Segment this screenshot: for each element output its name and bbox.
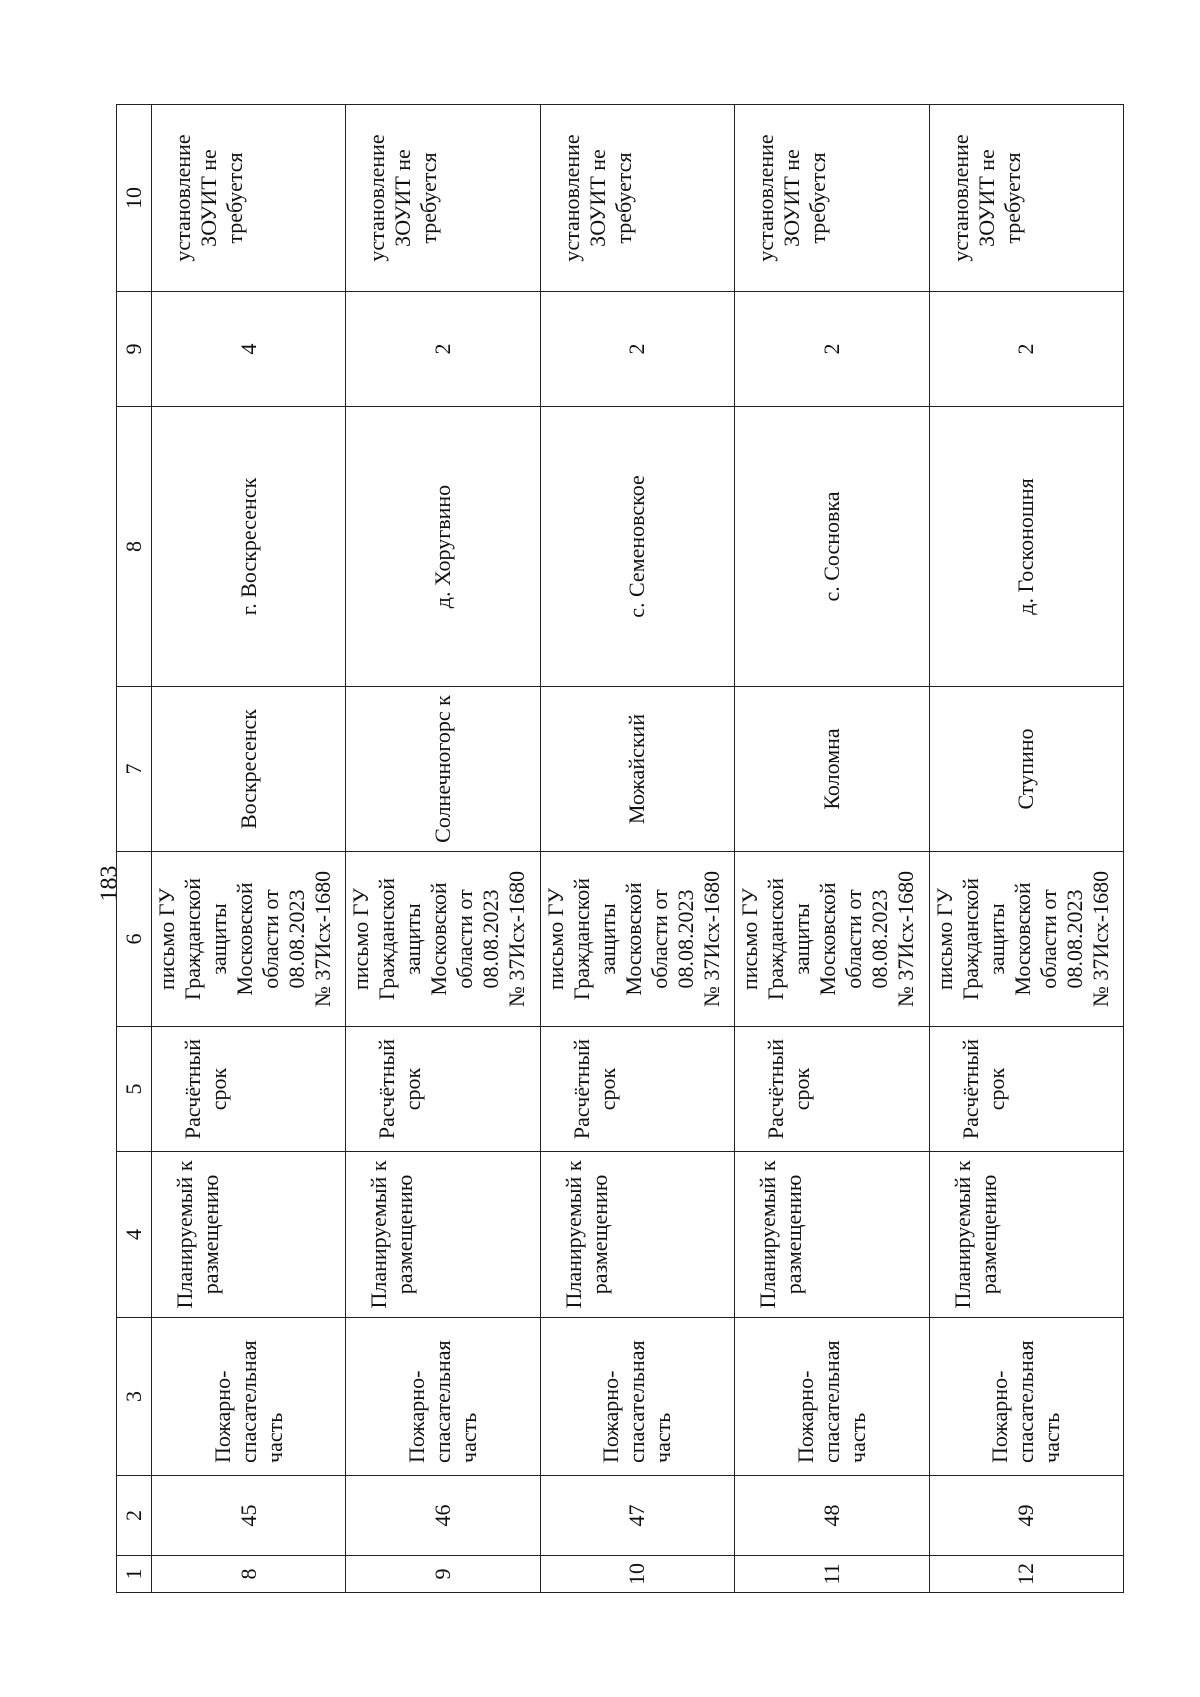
municipality-cell: Воскресенск (152, 687, 346, 852)
source-document-cell (346, 852, 540, 1027)
row-number-cell: 11 (735, 1556, 929, 1593)
source-document-line: 08.08.2023 (672, 889, 698, 989)
source-document-cell (929, 852, 1123, 1027)
source-document-line: № 37Исх-1680 (893, 870, 919, 1008)
table-row (152, 105, 346, 1593)
source-document-line: № 37Исх-1680 (698, 870, 724, 1008)
municipality-cell: Можайский (540, 687, 734, 852)
table-rotation-wrapper (116, 105, 1124, 1593)
row-number-cell: 12 (929, 1556, 1123, 1593)
count-cell: 4 (152, 292, 346, 407)
object-type-cell: Пожарно-спасательная часть (929, 1318, 1123, 1476)
object-type-cell: Пожарно-спасательная часть (346, 1318, 540, 1476)
source-document-line: Гражданской (374, 877, 400, 1001)
object-type-cell: Пожарно-спасательная часть (540, 1318, 734, 1476)
table-frame (116, 105, 1124, 1593)
header-cell-2: 2 (117, 1476, 152, 1556)
locality-cell: с. Семеновское (540, 407, 734, 687)
source-document-line: области от (646, 889, 672, 989)
source-document-line: письмо ГУ (542, 887, 568, 991)
source-document-line: защиты (594, 903, 620, 975)
status-cell: Планируемый к размещению (540, 1152, 734, 1318)
source-document-line: Московской (426, 882, 452, 996)
status-cell: Планируемый к размещению (152, 1152, 346, 1318)
source-document-line: № 37Исх-1680 (310, 870, 335, 1008)
row-number-cell: 10 (540, 1556, 734, 1593)
table-row (735, 105, 929, 1593)
source-document-line: защиты (789, 903, 815, 975)
source-document-line: письмо ГУ (737, 887, 763, 991)
header-cell-4: 4 (117, 1152, 152, 1318)
row-number-cell: 8 (152, 1556, 346, 1593)
object-number-cell: 46 (346, 1476, 540, 1556)
status-cell: Планируемый к размещению (929, 1152, 1123, 1318)
header-cell-6: 6 (117, 852, 152, 1027)
source-document-line: защиты (206, 903, 231, 975)
source-document-line: письмо ГУ (154, 887, 179, 991)
table-body (152, 105, 1124, 1593)
locality-cell: д. Хоругвино (346, 407, 540, 687)
source-document-line: 08.08.2023 (284, 889, 309, 989)
source-document-line: Московской (620, 882, 646, 996)
header-cell-10: 10 (117, 105, 152, 292)
source-document-cell (735, 852, 929, 1027)
source-document-line: Московской (232, 882, 257, 996)
source-document-line: 08.08.2023 (478, 889, 504, 989)
table-row (346, 105, 540, 1593)
source-document-line: области от (452, 889, 478, 989)
source-document-cell (540, 852, 734, 1027)
source-document-line: области от (841, 889, 867, 989)
source-document-line: Гражданской (957, 877, 983, 1001)
table-row (929, 105, 1123, 1593)
source-document-line: 08.08.2023 (867, 889, 893, 989)
header-cell-7: 7 (117, 687, 152, 852)
zouit-cell: установление ЗОУИТ не требуется (152, 105, 346, 292)
source-document-line: № 37Исх-1680 (504, 870, 530, 1008)
status-cell: Планируемый к размещению (346, 1152, 540, 1318)
source-document-line: письмо ГУ (348, 887, 374, 991)
object-number-cell: 45 (152, 1476, 346, 1556)
facilities-table (116, 104, 1124, 1593)
municipality-cell: Ступино (929, 687, 1123, 852)
count-cell: 2 (346, 292, 540, 407)
header-row (117, 105, 152, 1593)
source-document-line: письмо ГУ (931, 887, 957, 991)
header-cell-1: 1 (117, 1556, 152, 1593)
header-cell-9: 9 (117, 292, 152, 407)
object-type-cell: Пожарно-спасательная часть (735, 1318, 929, 1476)
page-number: 183 (96, 865, 123, 902)
source-document-line: защиты (400, 903, 426, 975)
zouit-cell: установление ЗОУИТ не требуется (929, 105, 1123, 292)
locality-cell: д. Госконошня (929, 407, 1123, 687)
period-cell: Расчётный срок (929, 1027, 1123, 1152)
source-document-line: Гражданской (180, 877, 205, 1001)
status-cell: Планируемый к размещению (735, 1152, 929, 1318)
locality-cell: с. Сосновка (735, 407, 929, 687)
object-number-cell: 47 (540, 1476, 734, 1556)
count-cell: 2 (735, 292, 929, 407)
zouit-cell: установление ЗОУИТ не требуется (540, 105, 734, 292)
count-cell: 2 (929, 292, 1123, 407)
source-document-line: Гражданской (568, 877, 594, 1001)
zouit-cell: установление ЗОУИТ не требуется (735, 105, 929, 292)
municipality-cell: Коломна (735, 687, 929, 852)
header-cell-8: 8 (117, 407, 152, 687)
source-document-line: области от (258, 889, 283, 989)
table-row (540, 105, 734, 1593)
source-document-line: защиты (983, 903, 1009, 975)
source-document-line: 08.08.2023 (1061, 889, 1087, 989)
period-cell: Расчётный срок (735, 1027, 929, 1152)
zouit-cell: установление ЗОУИТ не требуется (346, 105, 540, 292)
object-type-cell: Пожарно-спасательная часть (152, 1318, 346, 1476)
source-document-line: Гражданской (763, 877, 789, 1001)
object-number-cell: 49 (929, 1476, 1123, 1556)
count-cell: 2 (540, 292, 734, 407)
period-cell: Расчётный срок (346, 1027, 540, 1152)
source-document-line: Московской (815, 882, 841, 996)
source-document-line: № 37Исх-1680 (1087, 870, 1113, 1008)
period-cell: Расчётный срок (540, 1027, 734, 1152)
source-document-cell (152, 852, 346, 1027)
row-number-cell: 9 (346, 1556, 540, 1593)
header-cell-5: 5 (117, 1027, 152, 1152)
municipality-cell: Солнечногорс к (346, 687, 540, 852)
object-number-cell: 48 (735, 1476, 929, 1556)
header-cell-3: 3 (117, 1318, 152, 1476)
locality-cell: г. Воскресенск (152, 407, 346, 687)
source-document-line: Московской (1009, 882, 1035, 996)
source-document-line: области от (1035, 889, 1061, 989)
period-cell: Расчётный срок (152, 1027, 346, 1152)
